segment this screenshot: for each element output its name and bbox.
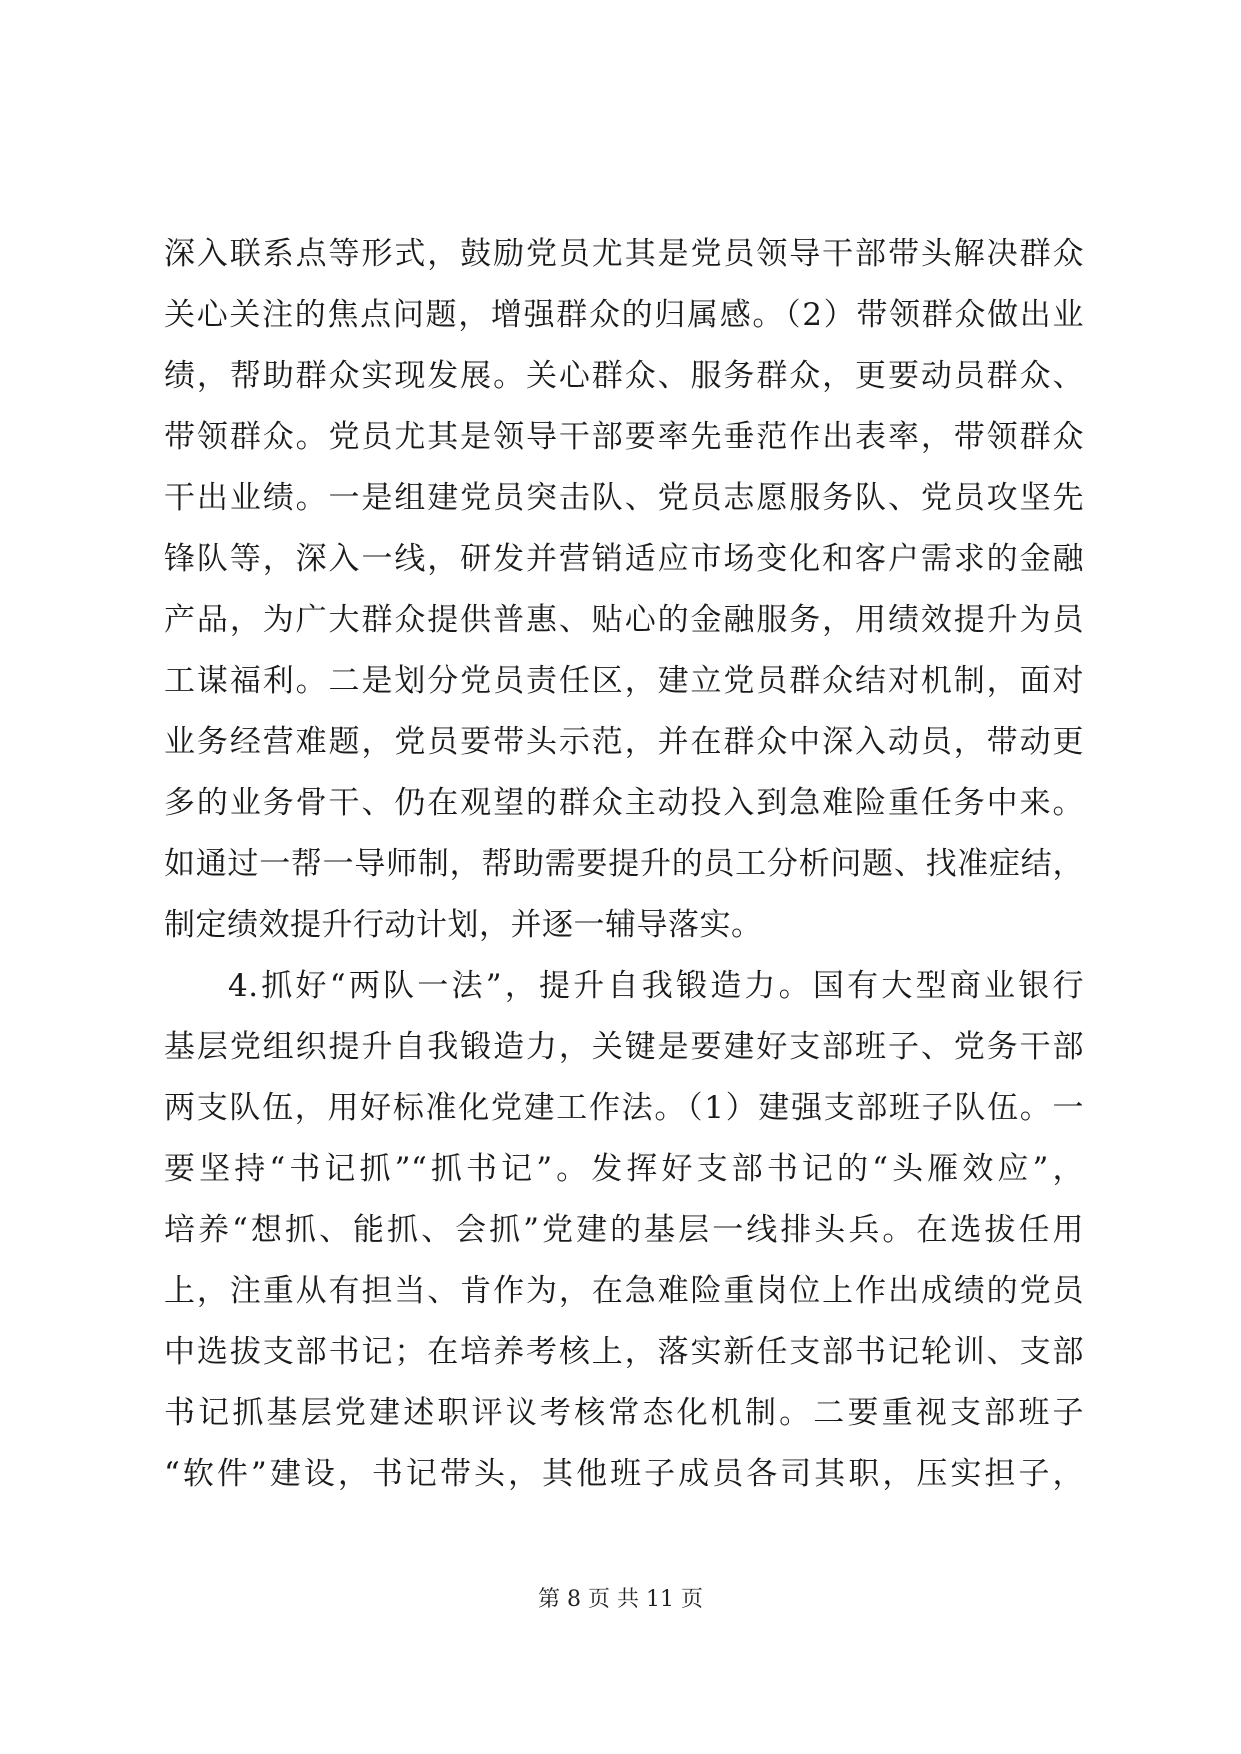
- text-line: “软件”建设，书记带头，其他班子成员各司其职，压实担子，: [164, 1456, 1084, 1492]
- text-line: 深入联系点等形式，鼓励党员尤其是党员领导干部带头解决群众: [164, 236, 1084, 272]
- text-line: 工谋福利。二是划分党员责任区，建立党员群众结对机制，面对: [164, 663, 1084, 699]
- text-line: 上，注重从有担当、肯作为，在急难险重岗位上作出成绩的党员: [164, 1273, 1084, 1309]
- text-line: 多的业务骨干、仍在观望的群众主动投入到急难险重任务中来。: [164, 785, 1084, 821]
- text-line: 中选拔支部书记；在培养考核上，落实新任支部书记轮训、支部: [164, 1334, 1084, 1370]
- text-line: 要坚持“书记抓”“抓书记”。发挥好支部书记的“头雁效应”，: [164, 1151, 1084, 1187]
- text-line: 如通过一帮一导师制，帮助需要提升的员工分析问题、找准症结，: [164, 846, 1084, 882]
- text-line: 产品，为广大群众提供普惠、贴心的金融服务，用绩效提升为员: [164, 602, 1084, 638]
- text-line: 书记抓基层党建述职评议考核常态化机制。二要重视支部班子: [164, 1395, 1084, 1431]
- text-line: 干出业绩。一是组建党员突击队、党员志愿服务队、党员攻坚先: [164, 480, 1084, 516]
- text-line: 制定绩效提升行动计划，并逐一辅导落实。: [164, 907, 763, 943]
- text-line: 带领群众。党员尤其是领导干部要率先垂范作出表率，带领群众: [164, 419, 1084, 455]
- text-line: 关心关注的焦点问题，增强群众的归属感。（2）带领群众做出业: [164, 297, 1084, 333]
- text-line: 绩，帮助群众实现发展。关心群众、服务群众，更要动员群众、: [164, 358, 1084, 394]
- page-number-footer: 第 8 页 共 11 页: [538, 1587, 703, 1612]
- text-line: 培养“想抓、能抓、会抓”党建的基层一线排头兵。在选拔任用: [164, 1212, 1084, 1248]
- text-line: 业务经营难题，党员要带头示范，并在群众中深入动员，带动更: [164, 724, 1084, 760]
- text-line: 锋队等，深入一线，研发并营销适应市场变化和客户需求的金融: [164, 541, 1084, 577]
- text-line: 基层党组织提升自我锻造力，关键是要建好支部班子、党务干部: [164, 1029, 1084, 1065]
- document-body: [164, 224, 1084, 1505]
- text-line: 两支队伍，用好标准化党建工作法。（1）建强支部班子队伍。一: [164, 1090, 1084, 1126]
- paragraph-start-line: 4.抓好“两队一法”，提升自我锻造力。国有大型商业银行: [228, 968, 1084, 1004]
